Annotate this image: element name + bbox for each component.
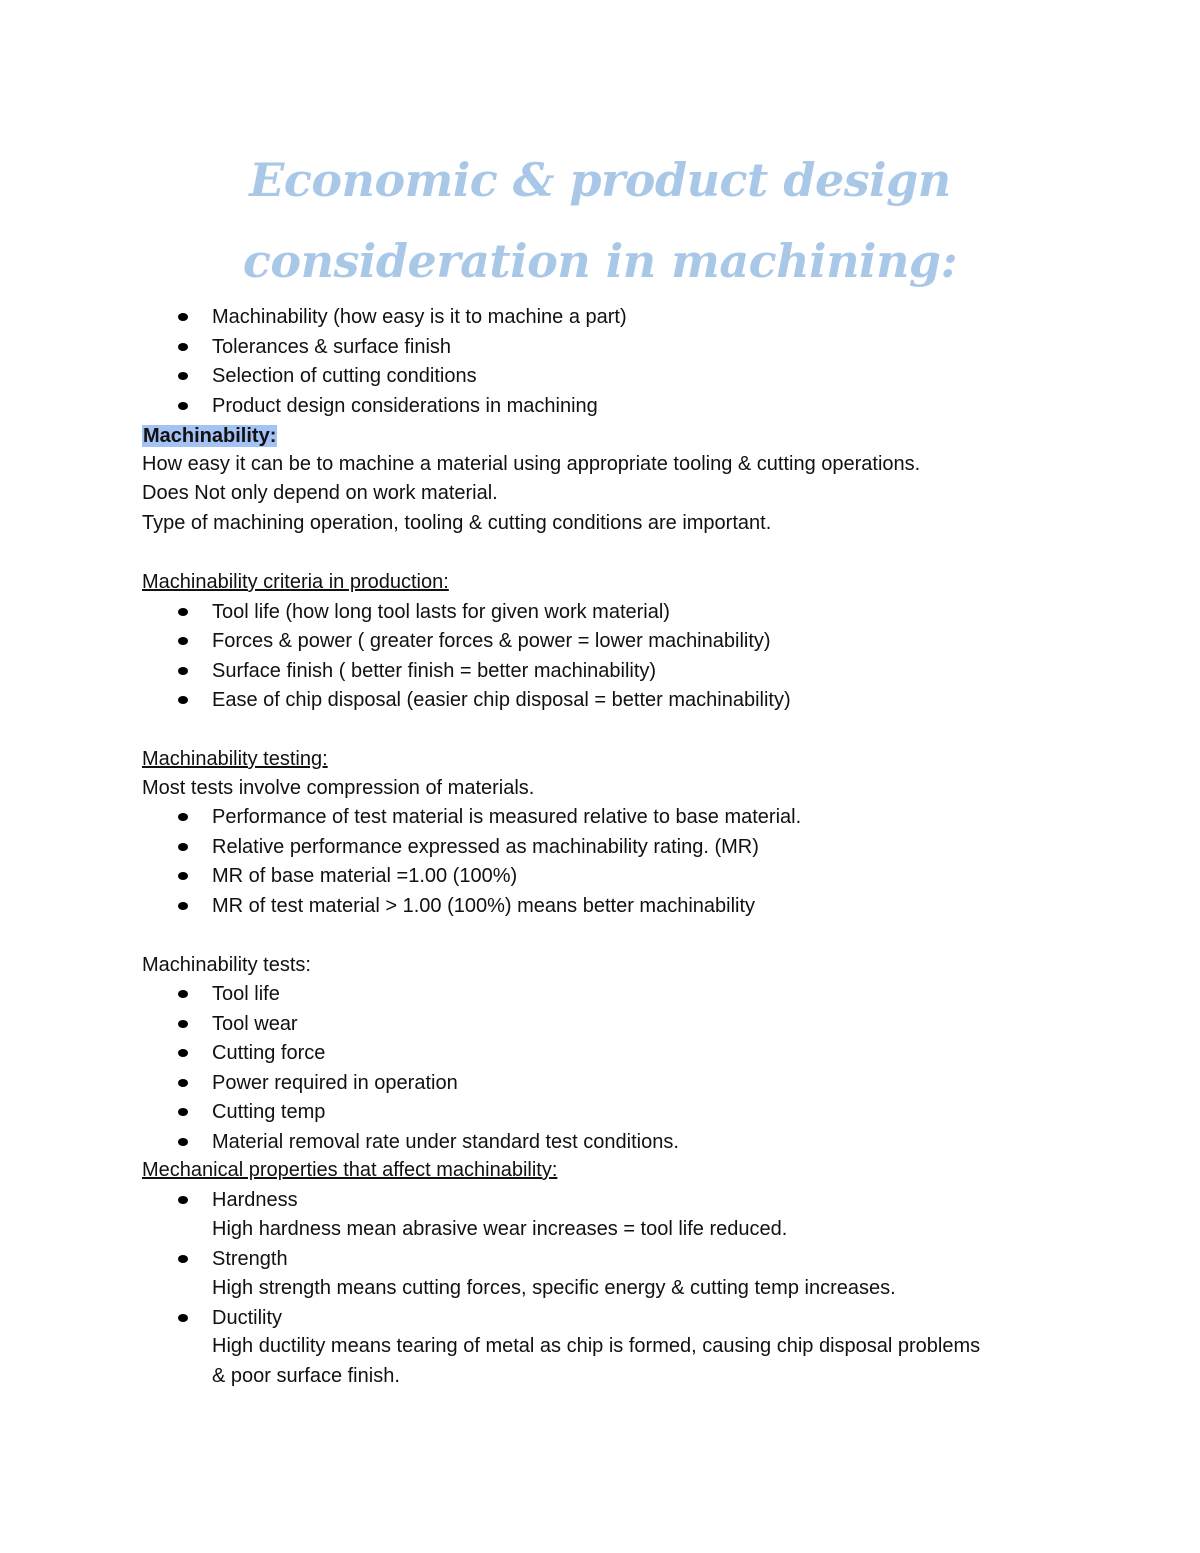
list-item: MR of test material > 1.00 (100%) means better machinability [212, 895, 756, 917]
paragraph-line: Most tests involve compression of materials. [142, 777, 535, 799]
list-item: Cutting force [212, 1042, 326, 1064]
list-item: Cutting temp [212, 1101, 326, 1123]
bullet-icon [178, 1255, 188, 1263]
list-item: Tolerances & surface finish [212, 336, 452, 358]
page-title-line-1: Economic & product design [249, 153, 951, 207]
bullet-icon [178, 1079, 188, 1087]
list-item-name: Strength [212, 1248, 288, 1270]
list-item: Selection of cutting conditions [212, 365, 477, 387]
list-item: Forces & power ( greater forces & power = lower machinability) [212, 630, 771, 652]
list-item: Tool life [212, 983, 280, 1005]
bullet-icon [178, 372, 188, 380]
bullet-icon [178, 313, 188, 321]
list-item: Power required in operation [212, 1072, 458, 1094]
list-item: Performance of test material is measured relative to base material. [212, 806, 802, 828]
bullet-icon [178, 813, 188, 821]
section-heading-tests: Machinability tests: [142, 954, 311, 976]
list-item: Product design considerations in machining [212, 395, 598, 417]
list-item: Tool life (how long tool lasts for given work material) [212, 601, 670, 623]
list-item-desc: High ductility means tearing of metal as chip is formed, causing chip disposal problems [212, 1335, 981, 1357]
list-item: Machinability (how easy is it to machine a part) [212, 306, 627, 328]
bullet-icon [178, 1020, 188, 1028]
section-heading-criteria: Machinability criteria in production: [142, 571, 449, 593]
list-item: Relative performance expressed as machinability rating. (MR) [212, 836, 759, 858]
list-item: MR of base material =1.00 (100%) [212, 865, 518, 887]
list-item: Tool wear [212, 1013, 298, 1035]
paragraph-line: Does Not only depend on work material. [142, 482, 498, 504]
paragraph-line: How easy it can be to machine a material using appropriate tooling & cutting operations. [142, 453, 921, 475]
bullet-icon [178, 1196, 188, 1204]
bullet-icon [178, 696, 188, 704]
list-item-desc: & poor surface finish. [212, 1365, 400, 1387]
list-item: Surface finish ( better finish = better machinability) [212, 660, 657, 682]
bullet-icon [178, 637, 188, 645]
bullet-icon [178, 990, 188, 998]
list-item: Ease of chip disposal (easier chip disposal = better machinability) [212, 689, 791, 711]
bullet-icon [178, 872, 188, 880]
bullet-icon [178, 667, 188, 675]
section-heading-testing: Machinability testing: [142, 748, 328, 770]
paragraph-line: Type of machining operation, tooling & cutting conditions are important. [142, 512, 772, 534]
list-item: Material removal rate under standard test conditions. [212, 1131, 679, 1153]
section-heading-mechanical: Mechanical properties that affect machinability: [142, 1159, 558, 1181]
bullet-icon [178, 843, 188, 851]
highlighted-heading: Machinability: [143, 425, 277, 447]
bullet-icon [178, 402, 188, 410]
bullet-icon [178, 1138, 188, 1146]
bullet-icon [178, 343, 188, 351]
bullet-icon [178, 1049, 188, 1057]
bullet-icon [178, 1108, 188, 1116]
list-item-desc: High hardness mean abrasive wear increases = tool life reduced. [212, 1218, 788, 1240]
section-heading-machinability [142, 424, 277, 448]
list-item-desc: High strength means cutting forces, specific energy & cutting temp increases. [212, 1277, 896, 1299]
bullet-icon [178, 902, 188, 910]
list-item-name: Hardness [212, 1189, 298, 1211]
bullet-icon [178, 608, 188, 616]
list-item-name: Ductility [212, 1307, 283, 1329]
bullet-icon [178, 1314, 188, 1322]
page-title-line-2: consideration in machining: [242, 234, 958, 288]
